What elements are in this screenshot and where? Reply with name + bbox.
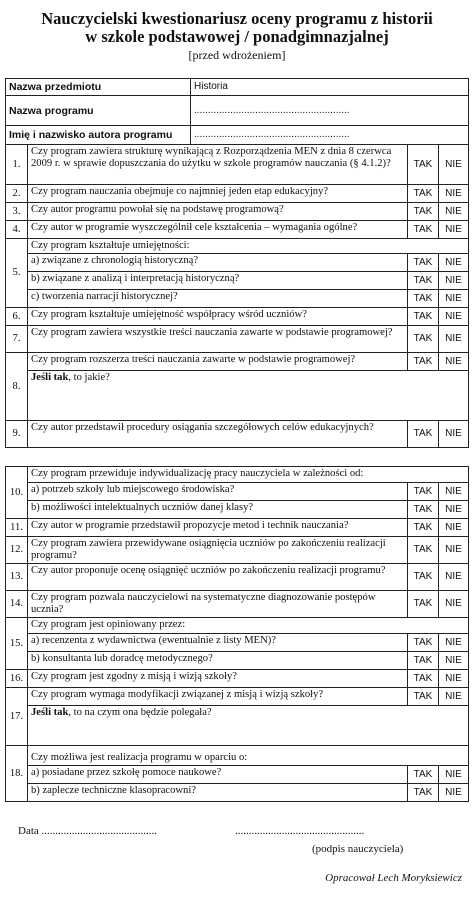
sub-question-text: b) możliwości intelektualnych uczniów danej klasy? bbox=[28, 501, 408, 519]
question-text: Czy program jest opiniowany przez: bbox=[28, 618, 469, 634]
question-number: 11. bbox=[6, 519, 28, 537]
yes-option[interactable]: TAK bbox=[408, 784, 439, 802]
yes-option[interactable]: TAK bbox=[408, 308, 439, 326]
date-label: Data bbox=[18, 825, 39, 837]
no-option[interactable]: NIE bbox=[439, 652, 469, 670]
sub-question-text: b) zaplecze techniczne klasopracowni? bbox=[28, 784, 408, 802]
question-number: 13. bbox=[6, 564, 28, 591]
page-title: Nauczycielski kwestionariusz oceny programu z historii bbox=[41, 9, 433, 28]
question-number: 14. bbox=[6, 591, 28, 618]
yes-option[interactable]: TAK bbox=[408, 766, 439, 784]
yes-option[interactable]: TAK bbox=[408, 688, 439, 706]
no-option[interactable]: NIE bbox=[439, 634, 469, 652]
no-option[interactable]: NIE bbox=[439, 519, 469, 537]
question-text: Czy program zawiera strukturę wynikającą z Rozporządzenia MEN z dnia 8 czerwca 2009 r. w sprawie dopuszczania do użytku w szkole programów nauczania (§ 4.1.2)? bbox=[28, 145, 408, 185]
sub-question-text: b) konsultanta lub doradcę metodycznego? bbox=[28, 652, 408, 670]
date-dots: .......................................... bbox=[41, 825, 158, 837]
no-option[interactable]: NIE bbox=[439, 483, 469, 501]
signature-label: (podpis nauczyciela) bbox=[312, 843, 404, 855]
no-option[interactable]: NIE bbox=[439, 221, 469, 239]
question-number: 9. bbox=[6, 421, 28, 448]
author-label: Imię i nazwisko autora programu bbox=[6, 126, 191, 145]
question-number: 17. bbox=[6, 688, 28, 746]
program-name-label: Nazwa programu bbox=[6, 96, 191, 126]
sub-question-text: a) potrzeb szkoły lub miejscowego środowiska? bbox=[28, 483, 408, 501]
question-number: 15. bbox=[6, 618, 28, 670]
question-number: 8. bbox=[6, 353, 28, 421]
no-option[interactable]: NIE bbox=[439, 421, 469, 448]
no-option[interactable]: NIE bbox=[439, 591, 469, 618]
yes-option[interactable]: TAK bbox=[408, 564, 439, 591]
question-text: Czy autor w programie wyszczególnił cele kształcenia – wymagania ogólne? bbox=[28, 221, 408, 239]
question-text: Czy program zawiera wszystkie treści nauczania zawarte w podstawie programowej? bbox=[28, 326, 408, 353]
subject-label: Nazwa przedmiotu bbox=[6, 79, 191, 96]
no-option[interactable]: NIE bbox=[439, 501, 469, 519]
yes-option[interactable]: TAK bbox=[408, 483, 439, 501]
date-field[interactable] bbox=[18, 825, 157, 837]
if-yes-label: Jeśli tak bbox=[31, 707, 69, 718]
if-yes-rest: , to jakie? bbox=[68, 372, 110, 383]
question-number: 6. bbox=[6, 308, 28, 326]
yes-option[interactable]: TAK bbox=[408, 185, 439, 203]
sub-question-text: a) związane z chronologią historyczną? bbox=[28, 254, 408, 272]
no-option[interactable]: NIE bbox=[439, 784, 469, 802]
sub-question-text: c) tworzenia narracji historycznej? bbox=[28, 290, 408, 308]
yes-option[interactable]: TAK bbox=[408, 634, 439, 652]
yes-option[interactable]: TAK bbox=[408, 290, 439, 308]
yes-option[interactable]: TAK bbox=[408, 145, 439, 185]
question-text: Czy program przewiduje indywidualizację pracy nauczyciela w zależności od: bbox=[28, 467, 469, 483]
yes-option[interactable]: TAK bbox=[408, 652, 439, 670]
no-option[interactable]: NIE bbox=[439, 203, 469, 221]
yes-option[interactable]: TAK bbox=[408, 272, 439, 290]
yes-option[interactable]: TAK bbox=[408, 519, 439, 537]
if-yes-label: Jeśli tak bbox=[31, 372, 69, 383]
no-option[interactable]: NIE bbox=[439, 670, 469, 688]
author-field[interactable]: ........................................................ bbox=[191, 126, 469, 145]
question-text: Czy autor programu powołał się na podstawę programową? bbox=[28, 203, 408, 221]
yes-option[interactable]: TAK bbox=[408, 326, 439, 353]
no-option[interactable]: NIE bbox=[439, 564, 469, 591]
yes-option[interactable]: TAK bbox=[408, 537, 439, 564]
question-number: 16. bbox=[6, 670, 28, 688]
question-text: Czy program zawiera przewidywane osiągnięcia uczniów po zakończeniu realizacji programu? bbox=[28, 537, 408, 564]
page-title-line2: w szkole podstawowej / ponadgimnazjalnej bbox=[85, 27, 389, 46]
question-text: Czy autor proponuje ocenę osiągnięć uczniów po zakończeniu realizacji programu? bbox=[28, 564, 408, 591]
if-yes-rest: , to na czym ona będzie polegała? bbox=[68, 707, 212, 718]
question-text: Czy program jest zgodny z misją i wizją szkoły? bbox=[28, 670, 408, 688]
sub-question-text: a) posiadane przez szkołę pomoce naukowe? bbox=[28, 766, 408, 784]
no-option[interactable]: NIE bbox=[439, 272, 469, 290]
question-text: Czy autor w programie przedstawił propozycje metod i technik nauczania? bbox=[28, 519, 408, 537]
no-option[interactable]: NIE bbox=[439, 688, 469, 706]
question-number: 7. bbox=[6, 326, 28, 353]
no-option[interactable]: NIE bbox=[439, 353, 469, 371]
question-text: Czy program pozwala nauczycielowi na systematyczne diagnozowanie postępów ucznia? bbox=[28, 591, 408, 618]
yes-option[interactable]: TAK bbox=[408, 421, 439, 448]
answer-area[interactable] bbox=[28, 371, 469, 421]
prepared-by: Opracował Lech Moryksiewicz bbox=[325, 872, 462, 884]
question-text: Czy program nauczania obejmuje co najmniej jeden etap edukacyjny? bbox=[28, 185, 408, 203]
question-text: Czy program wymaga modyfikacji związanej z misją i wizją szkoły? bbox=[28, 688, 408, 706]
question-number: 5. bbox=[6, 239, 28, 308]
question-text: Czy program kształtuje umiejętności: bbox=[28, 239, 469, 254]
question-number: 18. bbox=[6, 746, 28, 802]
no-option[interactable]: NIE bbox=[439, 185, 469, 203]
yes-option[interactable]: TAK bbox=[408, 670, 439, 688]
sub-question-text: b) związane z analizą i interpretacją historyczną? bbox=[28, 272, 408, 290]
question-text: Czy możliwa jest realizacja programu w oparciu o: bbox=[28, 746, 469, 766]
yes-option[interactable]: TAK bbox=[408, 221, 439, 239]
question-number: 2. bbox=[6, 185, 28, 203]
yes-option[interactable]: TAK bbox=[408, 353, 439, 371]
question-number: 4. bbox=[6, 221, 28, 239]
no-option[interactable]: NIE bbox=[439, 766, 469, 784]
question-number: 10. bbox=[6, 467, 28, 519]
program-name-field[interactable]: ........................................................ bbox=[191, 96, 469, 126]
sub-question-text: a) recenzenta z wydawnictwa (ewentualnie z listy MEN)? bbox=[28, 634, 408, 652]
questionnaire-table-part1 bbox=[5, 78, 469, 448]
no-option[interactable]: NIE bbox=[439, 326, 469, 353]
question-number: 3. bbox=[6, 203, 28, 221]
page-subtitle: [przed wdrożeniem] bbox=[188, 48, 286, 62]
questionnaire-table-part2 bbox=[5, 466, 469, 802]
question-number: 1. bbox=[6, 145, 28, 185]
signature-dots[interactable]: ............................................... bbox=[235, 825, 365, 837]
no-option[interactable]: NIE bbox=[439, 290, 469, 308]
yes-option[interactable]: TAK bbox=[408, 501, 439, 519]
answer-area[interactable] bbox=[28, 706, 469, 746]
yes-option[interactable]: TAK bbox=[408, 591, 439, 618]
no-option[interactable]: NIE bbox=[439, 145, 469, 185]
question-text: Czy program rozszerza treści nauczania zawarte w podstawie programowej? bbox=[28, 353, 408, 371]
yes-option[interactable]: TAK bbox=[408, 254, 439, 272]
question-number: 12. bbox=[6, 537, 28, 564]
question-text: Czy program kształtuje umiejętność współpracy wśród uczniów? bbox=[28, 308, 408, 326]
no-option[interactable]: NIE bbox=[439, 537, 469, 564]
subject-value[interactable]: Historia bbox=[191, 79, 469, 96]
question-text: Czy autor przedstawił procedury osiągania szczegółowych celów edukacyjnych? bbox=[28, 421, 408, 448]
yes-option[interactable]: TAK bbox=[408, 203, 439, 221]
no-option[interactable]: NIE bbox=[439, 254, 469, 272]
no-option[interactable]: NIE bbox=[439, 308, 469, 326]
